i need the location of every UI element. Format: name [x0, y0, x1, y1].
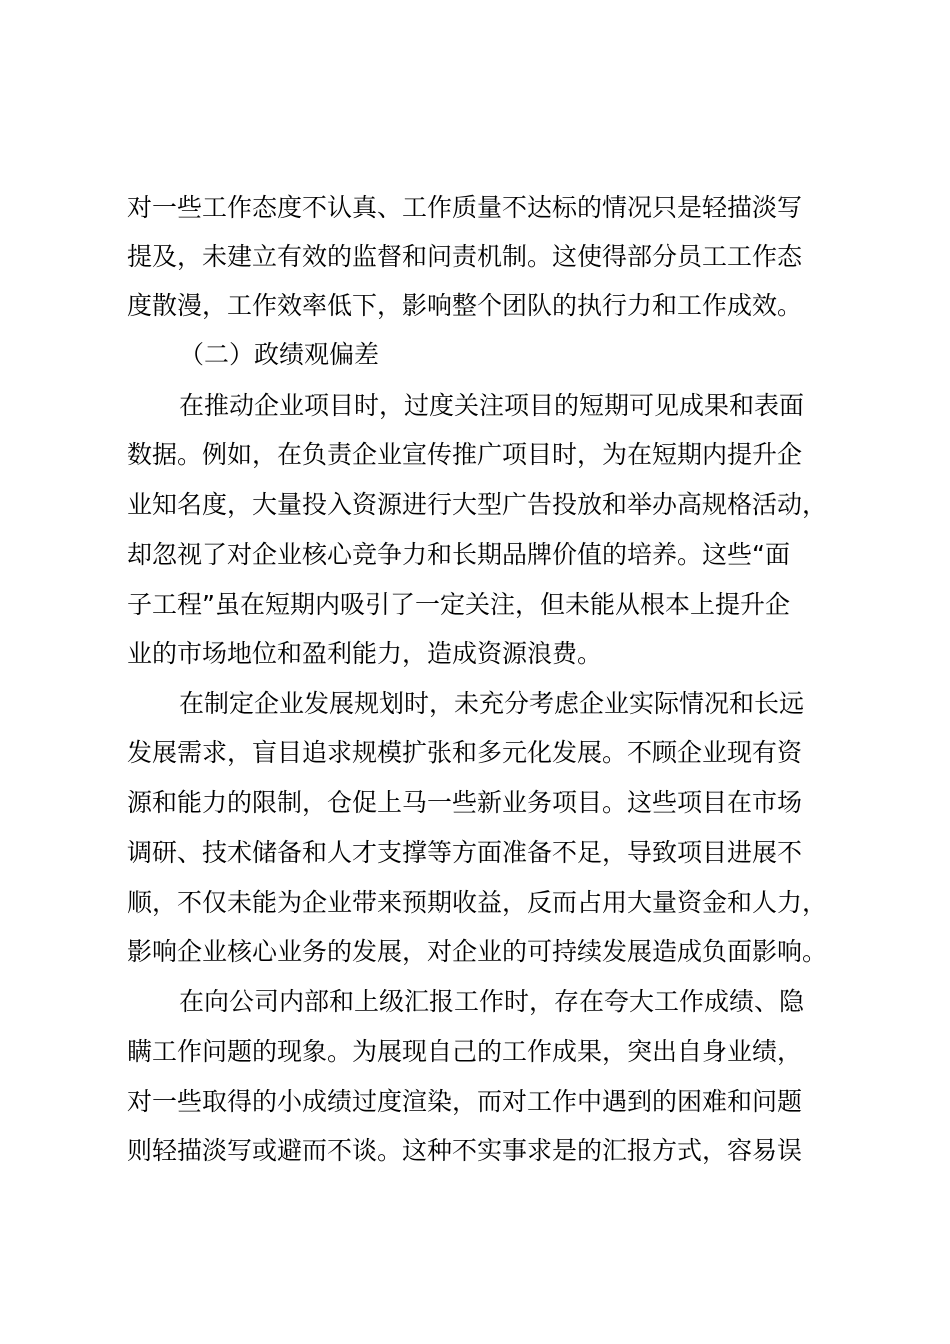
body-text-line: 业的市场地位和盈利能力，造成资源浪费。 — [127, 639, 603, 668]
body-text-line: 发展需求，盲目追求规模扩张和多元化发展。不顾企业现有资 — [127, 738, 803, 767]
body-text-line: 子工程”虽在短期内吸引了一定关注，但未能从根本上提升企 — [127, 590, 790, 619]
body-text-line: 影响企业核心业务的发展，对企业的可持续发展造成负面影响。 — [127, 937, 828, 966]
body-text-line: 顺，不仅未能为企业带来预期收益，反而占用大量资金和人力， — [127, 888, 828, 917]
body-text-line: 源和能力的限制，仓促上马一些新业务项目。这些项目在市场 — [127, 788, 803, 817]
body-text-line: 对一些取得的小成绩过度渲染，而对工作中遇到的困难和问题 — [127, 1087, 803, 1116]
body-text-line: 则轻描淡写或避而不谈。这种不实事求是的汇报方式，容易误 — [127, 1136, 803, 1165]
body-text-line: 业知名度，大量投入资源进行大型广告投放和举办高规格活动， — [127, 490, 828, 519]
body-text-line: 瞒工作问题的现象。为展现自己的工作成果，突出自身业绩， — [127, 1037, 803, 1066]
paragraph-first-line: 在推动企业项目时，过度关注项目的短期可见成果和表面 — [179, 391, 805, 420]
body-text-line: 提及，未建立有效的监督和问责机制。这使得部分员工工作态 — [127, 242, 803, 271]
body-text-line: 度散漫，工作效率低下，影响整个团队的执行力和工作成效。 — [127, 291, 803, 320]
body-text-line: 对一些工作态度不认真、工作质量不达标的情况只是轻描淡写 — [127, 193, 803, 222]
section-heading: （二）政绩观偏差 — [179, 340, 380, 369]
paragraph-first-line: 在向公司内部和上级汇报工作时，存在夸大工作成绩、隐 — [179, 987, 805, 1016]
body-text-line: 却忽视了对企业核心竞争力和长期品牌价值的培养。这些“面 — [127, 540, 790, 569]
body-text-line: 调研、技术储备和人才支撑等方面准备不足，导致项目进展不 — [127, 838, 803, 867]
paragraph-first-line: 在制定企业发展规划时，未充分考虑企业实际情况和长远 — [179, 689, 805, 718]
body-text-line: 数据。例如，在负责企业宣传推广项目时，为在短期内提升企 — [127, 440, 803, 469]
